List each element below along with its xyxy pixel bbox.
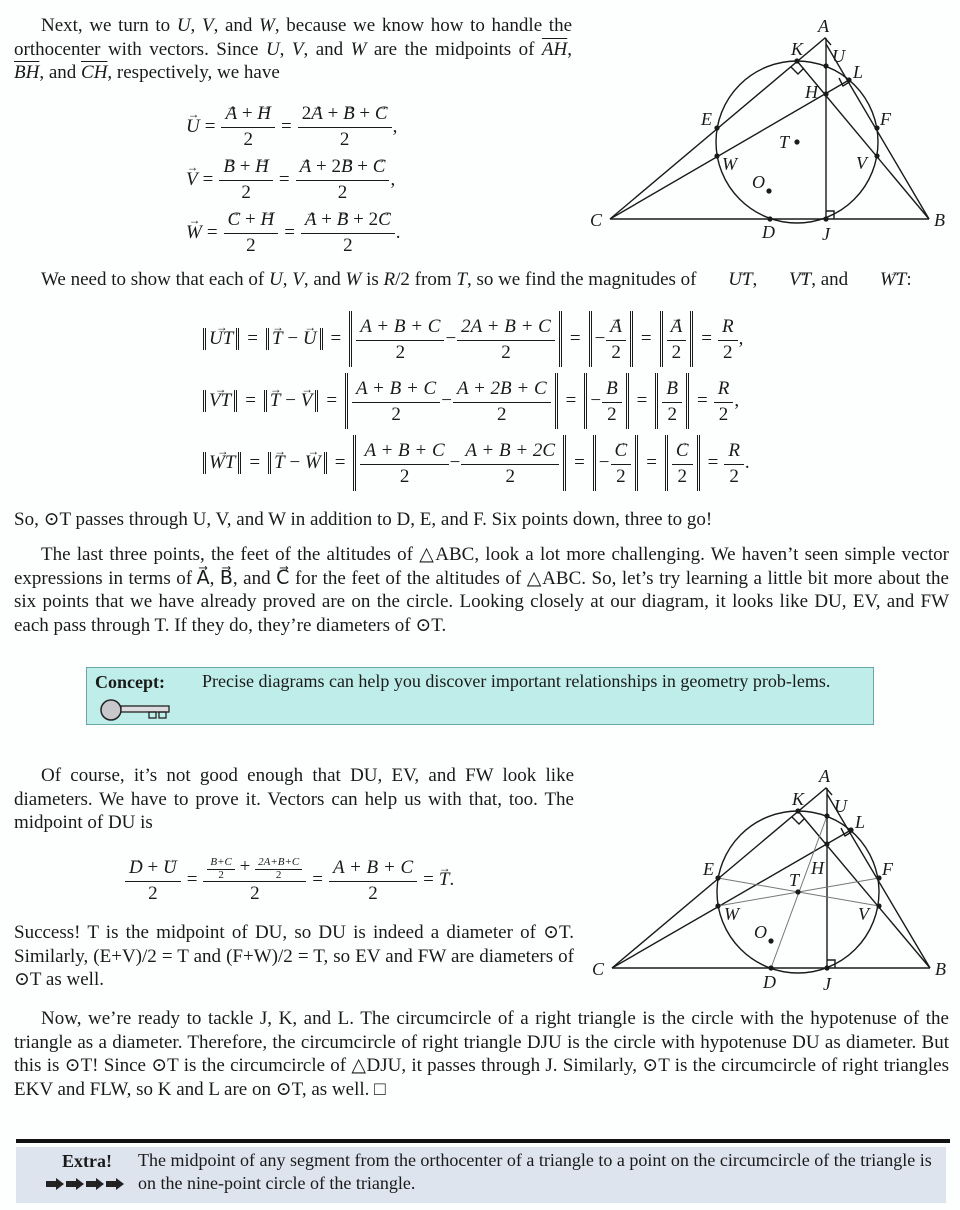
paragraph-now-ready: Now, we’re ready to tackle J, K, and L. The circumcircle of a right triangle is the circle with the hypotenuse of the triangle as a diameter. Therefore, the circumcircle of right triangle DJU is the circle with hypotenuse DU as diameter. But this is ⊙T! Since ⊙T is the circumcircle of △DJU, it passes through J. Similarly, ⊙T is the circumcircle of right triangles EKV and FLW, so K and L are on ⊙T, as well. □ [14,1008,949,1100]
punct: , [738,328,744,349]
equation-midpoint-du: → $\frac{D + \to U}{2}$ = $\frac{B+C}{2}$ + $\frac{2A+B+C}{2}$ 2 = $\frac{A + B + C}{2}$ = → T . [124,850,454,910]
den: 2 [301,233,395,258]
num: A + 2B + C [456,377,547,399]
norm: → T − → V [264,390,318,412]
label-h: H [811,858,824,878]
den: 2 [714,402,734,427]
num: A + B + C [332,856,414,878]
den: 2 [718,340,738,365]
label-a: A [819,766,830,786]
den: 2 [360,464,448,489]
label-j: J [822,224,830,244]
num: A + B + C [364,439,445,461]
small-fraction [209,855,232,881]
fraction [362,438,446,489]
text: , [279,38,292,60]
text: are the midpoints of [366,38,542,60]
vector-vt: → VT [762,268,811,292]
vec: → V [301,390,313,412]
concept-label: Concept: [95,672,165,692]
text: , so we find the magnitudes of [466,269,702,290]
extra-text: The midpoint of any segment from the orthocenter of a triangle to a point on the circumcircle of the triangle is on the nine-point circle of the triangle. [138,1150,932,1193]
punct: , [390,168,396,190]
label-f: F [880,109,891,129]
point-v: V [291,38,304,60]
point-labels [590,16,945,244]
num: → C [674,438,691,464]
num: 2A+B+C [258,855,300,868]
den: 2 [667,340,687,365]
paragraph-magnitudes [14,268,949,292]
text: , and [39,62,82,83]
label-l: L [853,62,864,82]
label-v: V [856,153,867,173]
label-o: O [754,922,767,942]
fraction: → $\frac{C + \to H}{2}$ [226,207,277,258]
vec: → D [129,855,143,881]
vec: → H [260,207,274,233]
fraction [716,376,732,427]
num: A + B + 2C [465,439,556,461]
vec: → H [257,101,271,127]
label-k: K [791,39,804,59]
den: 2 [125,881,181,906]
side-ab-ext [826,44,929,219]
paragraph-six-points: So, ⊙T passes through U, V, and W in addition to D, E, and F. Six points down, three to go! [14,509,713,530]
norm: − → $\frac{B}{2}$ [584,373,628,429]
magnitude-row-ut: → UT = → T − → U = $\frac{A + B + C}{2}$ − $\frac{2A + B + C}{2}$ = − → $\frac{A}{2}$ = → $\frac{A}{2}$ = $\frac{R}{2}$ , [200,308,750,370]
vector-u: → U [186,116,200,138]
text: , [752,269,763,290]
diagram-diameters [580,755,960,1000]
text: , and [303,38,351,60]
den: 2 [219,180,273,205]
norm [203,328,239,350]
label-l: L [855,812,866,832]
vec: → VT [209,390,231,412]
fraction: → $\frac{D + \to U}{2}$ [127,855,179,906]
norm [203,390,237,412]
vector-v: → V [186,169,198,191]
den: 2 [329,881,417,906]
norm: − → $\frac{A}{2}$ [589,311,633,367]
magnitude-row-wt: → WT = → T − → W = $\frac{A + B + C}{2}$ − $\frac{A + B + 2C}{2}$ = − → $\frac{C}{2}$ = → $\frac{C}{2}$ = $\frac{R}{2}$ . [200,432,750,494]
label-e: E [701,109,712,129]
label-d: D [763,972,776,992]
text: , [282,269,293,290]
num: A + B + C [356,377,437,399]
vec: → A [305,207,317,233]
text: , and [303,269,346,290]
den: 2 [296,180,390,205]
text: , [567,38,572,60]
diagram-nine-point-circle [580,0,960,250]
num: 2A + B + C [461,315,551,337]
fraction: → $\frac{A + \to H}{2}$ [223,101,273,152]
fraction [613,438,630,489]
den: 2 [602,402,622,427]
text: , respectively, we have [107,62,280,83]
den: 2 [298,127,392,152]
equations-uvw [186,100,401,259]
equation-w: → W = → $\frac{C + \to H}{2}$ = → $\frac{A + \to B + 2\to C}{2}$ . [186,206,401,259]
den: 2 [611,464,632,489]
extra-label: Extra! [62,1151,112,1171]
point-v: V [201,15,214,36]
fraction [463,438,557,489]
text: : [906,269,912,290]
num: → B [664,376,680,402]
paragraph-last-three: The last three points, the feet of the altitudes of △ABC, look a lot more challenging. We haven’t seen simple vector expressions in terms of A⃗, B⃗, and C⃗ for the feet of the altitudes of △ABC. So, let’s try learning a little bit more about the six points that we have already proved are on the circle. Looking closely at our diagram, it looks like DU, EV, and FW each pass through T. If they do, they’re diameters of ⊙T. [14,544,949,636]
norm: → T − → U [266,328,323,350]
point-u: U [268,269,283,290]
fraction [720,314,736,365]
num: B+C [210,855,232,868]
point-u: U [176,15,191,36]
segment-bh: $\overline{BH}$ [14,62,40,83]
fraction: $\frac{B+C}{2}$ + $\frac{2A+B+C}{2}$ 2 [205,854,304,906]
magnitude-row-vt: → VT = → T − → V = $\frac{A + B + C}{2}$ − $\frac{A + 2B + C}{2}$ = − → $\frac{B}{2}$ = → $\frac{B}{2}$ = $\frac{R}{2}$ , [200,370,750,432]
fraction [459,314,553,365]
num: → B [604,376,620,402]
vec: → C [375,101,388,127]
vec: → A [225,101,237,127]
point-w: W [345,269,362,290]
punct: , [392,115,398,137]
norm: $\frac{A + B + C}{2}$ − $\frac{2A + B + C}{2}$ [349,311,562,367]
point-v: V [292,269,304,290]
fraction [331,855,415,906]
equation-u: → U = → $\frac{A + \to H}{2}$ = $\frac{2\to A + \to B + \to C}{2}$ , [186,100,401,153]
point-labels [592,766,946,994]
text: , and [811,269,853,290]
segment-ch: $\overline{CH}$ [81,62,108,83]
side-ca [610,38,831,219]
norm [203,452,241,474]
label-d: D [762,222,775,242]
norm: $\frac{A + B + C}{2}$ − $\frac{A + B + 2C}{2}$ [353,435,566,491]
vec: → B [337,207,349,233]
text: We need to show that each of [41,269,269,290]
num: → A [669,314,685,340]
den: 2 [255,869,302,881]
vec: → WT [209,452,235,474]
fraction: → $\frac{B + \to H}{2}$ [221,154,271,205]
points [714,58,879,221]
radius-r: R [383,269,396,290]
num: R [728,439,740,461]
paragraph-next-uvw [14,14,572,85]
text: /2 from [395,269,457,290]
coef: 2 [368,209,379,230]
den: 2 [356,340,444,365]
vector-ut: → UT [701,268,752,292]
altitude-cl [612,830,851,968]
norm: → T − → W [268,452,327,474]
fraction [455,376,549,427]
vec: → UT [209,328,233,350]
vec: → U [303,328,317,350]
num: A + B + C [360,315,441,337]
concept-box [86,667,874,725]
text: , [190,15,202,36]
num: → C [613,438,630,464]
fraction [664,376,680,427]
fraction [354,376,438,427]
num: R [717,377,730,399]
vec: → W [305,452,321,474]
den: 2 [221,127,275,152]
vector-w: → W [186,222,202,244]
vec: → T [270,390,281,412]
segment-ah: $\overline{AH}$ [541,38,568,60]
vector-wt: → WT [853,268,906,292]
point-w: W [350,38,367,60]
vec: → B [341,154,353,180]
key-icon [99,698,173,722]
vec: → H [255,154,269,180]
norm [665,435,700,491]
norm [655,373,689,429]
den: 2 [724,464,744,489]
fraction [669,314,685,365]
label-k: K [792,789,805,809]
den: 2 [352,402,440,427]
label-b: B [935,959,946,979]
paragraph-of-course: Of course, it’s not good enough that DU, EV, and FW look like diameters. We have to prove it. Vectors can help us with that, too. The midpoint of DU is [14,765,574,833]
concept-text: Precise diagrams can help you discover important relationships in geometry prob-lems. [202,671,831,691]
norm: $\frac{A + B + C}{2}$ − $\frac{A + 2B + C}{2}$ [345,373,558,429]
vector-t: → T [439,869,450,891]
vec: → B [343,101,355,127]
label-f: F [882,859,893,879]
point-t: T [456,269,467,290]
label-t: T [779,132,790,152]
point-w: W [259,15,275,36]
vec: → T [274,452,285,474]
vec: → C [373,154,386,180]
punct: . [395,221,401,243]
punct: . [744,452,750,473]
den: 2 [453,402,551,427]
side-ab [827,794,930,968]
label-h: H [805,82,818,102]
den: 2 [203,881,306,906]
num: → A [608,314,624,340]
vec: → A [300,154,312,180]
den: 2 [606,340,626,365]
text: is [361,269,384,290]
paragraph-success: Success! T is the midpoint of DU, so DU is indeed a diameter of ⊙T. Similarly, (E+V)/2 = T and (F+W)/2 = T, so EV and FW are diameters of ⊙T as well. [14,922,574,990]
label-o: O [752,172,765,192]
fraction: → $\frac{A + 2\to B + \to C}{2}$ [298,154,388,205]
text: , and [213,15,260,36]
equation-v: → V = → $\frac{B + \to H}{2}$ = → $\frac{A + 2\to B + \to C}{2}$ , [186,153,401,206]
den: 2 [672,464,693,489]
fraction [726,438,742,489]
punct: , [734,390,740,411]
label-w: W [722,154,737,174]
fraction: → $\frac{A + \to B + 2\to C}{2}$ [303,207,393,258]
fraction [604,376,620,427]
den: 2 [224,233,279,258]
text: Next, we turn to [41,15,177,36]
divider-rule [16,1139,950,1143]
num: R [721,315,734,337]
den: 2 [207,869,234,881]
norm [660,311,694,367]
label-a: A [818,16,829,36]
vec: → C [378,207,391,233]
label-u: U [834,796,847,816]
den: 2 [461,464,559,489]
small-fraction [257,855,300,881]
fraction [674,438,691,489]
vec: → T [272,328,283,350]
magnitude-equations [200,308,750,494]
vec: → U [163,855,177,881]
den: 2 [457,340,555,365]
fraction [608,314,624,365]
coef: 2 [331,156,341,177]
vec: → A [311,101,323,127]
label-c: C [592,959,605,979]
label-c: C [590,210,603,230]
coef: 2 [301,103,312,124]
label-u: U [832,46,845,66]
arrows-icon [46,1178,126,1190]
label-v: V [858,904,869,924]
label-e: E [703,859,714,879]
extra-box [16,1147,946,1203]
text: , because we know how to handle the orthocenter with vectors. Since [14,15,573,60]
label-w: W [724,904,739,924]
point-u: U [265,38,280,60]
fraction [358,314,442,365]
norm: − → $\frac{C}{2}$ [593,435,638,491]
label-j: J [823,974,831,994]
label-b: B [934,210,945,230]
vec: → B [223,154,235,180]
den: 2 [662,402,682,427]
vec: → C [228,207,241,233]
label-t: T [789,870,800,890]
altitude-bk [798,811,930,968]
fraction: $\frac{2\to A + \to B + \to C}{2}$ [300,101,390,152]
